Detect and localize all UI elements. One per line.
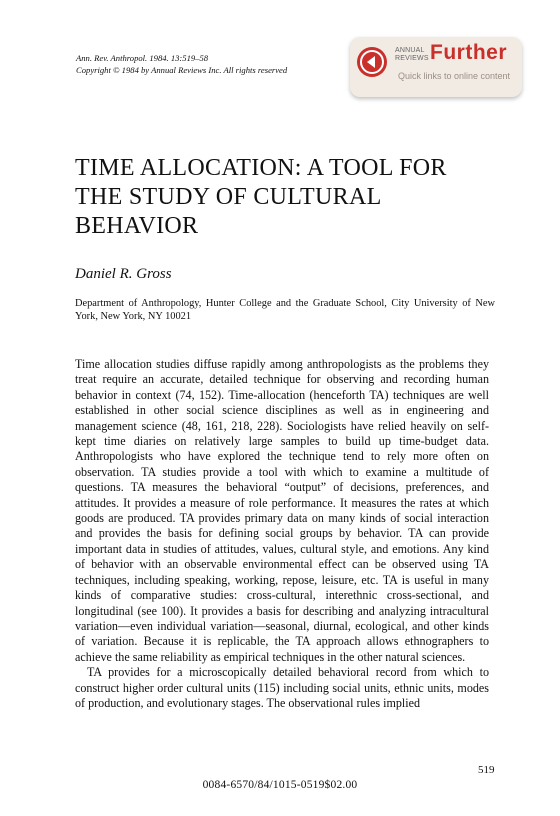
annual-reviews-logo [395,47,429,63]
author-name: Daniel R. Gross [75,266,172,282]
further-banner[interactable] [350,37,522,97]
author-affiliation: Department of Anthropology, Hunter College and the Graduate School, City University of New York, New York, NY 10021 [75,298,495,322]
article-code: 0084-6570/84/1015-0519$02.00 [202,779,358,791]
further-label: Further [430,41,507,64]
paragraph-2: TA provides for a microscopically detailed behavioral record from which to construct higher order cultural units (115) including social units, ethnic units, modes of production, and evolutionary stages. The observational rules implied [75,665,489,710]
page-number: 519 [478,764,495,776]
citation-line-1: Ann. Rev. Anthropol. 1984. 13:519–58 [76,53,209,63]
reviews-label: REVIEWS [395,55,429,62]
citation-line-2: Copyright © 1984 by Annual Reviews Inc. All rights reserved [76,65,288,75]
article-body [75,357,489,711]
paragraph-1: Time allocation studies diffuse rapidly among anthropologists as the problems they treat require an accurate, detailed technique for observing and recording human behavior in context (74, 152). Time-allocation (henceforth TA) techniques are well established in other social science disciplines as well as in engineering and management science (48, 161, 218, 228). Sociologists have relied heavily on self-kept time diaries on relatively large samples to build up time-budget data. Anthropologists who have explored the technique tend to rely more often on observation. TA studies provide a tool with which to examine a multitude of questions. TA measures the behavioral “output” of decisions, preferences, and attitudes. It provides a measure of role performance. It measures the rates at which goods are produced. TA provides primary data on many kinds of social interaction and provides the basis for defining social groups by behavior. TA can provide important data in studies of attitudes, values, cultural style, and emotions. Any kind of behavior with an observable environmental effect can be observed using TA techniques, including speaking, working, repose, leisure, etc. TA is useful in many kinds of comparative studies: cross-cultural, interethnic cross-sectional, and longitudinal (see 100). It provides a basis for describing and analyzing intracultural variation—even individual variation—seasonal, diurnal, ecological, and other kinds of variation. Because it is replicable, the TA approach allows ethnographers to achieve the same reliability as empirical techniques in the other natural sciences. [75,357,489,664]
journal-citation [76,52,287,76]
annual-label: ANNUAL [395,47,425,54]
further-subtitle: Quick links to online content [398,71,511,81]
article-title: TIME ALLOCATION: A TOOL FOR THE STUDY OF CULTURAL BEHAVIOR [75,155,447,239]
play-icon [357,47,387,77]
